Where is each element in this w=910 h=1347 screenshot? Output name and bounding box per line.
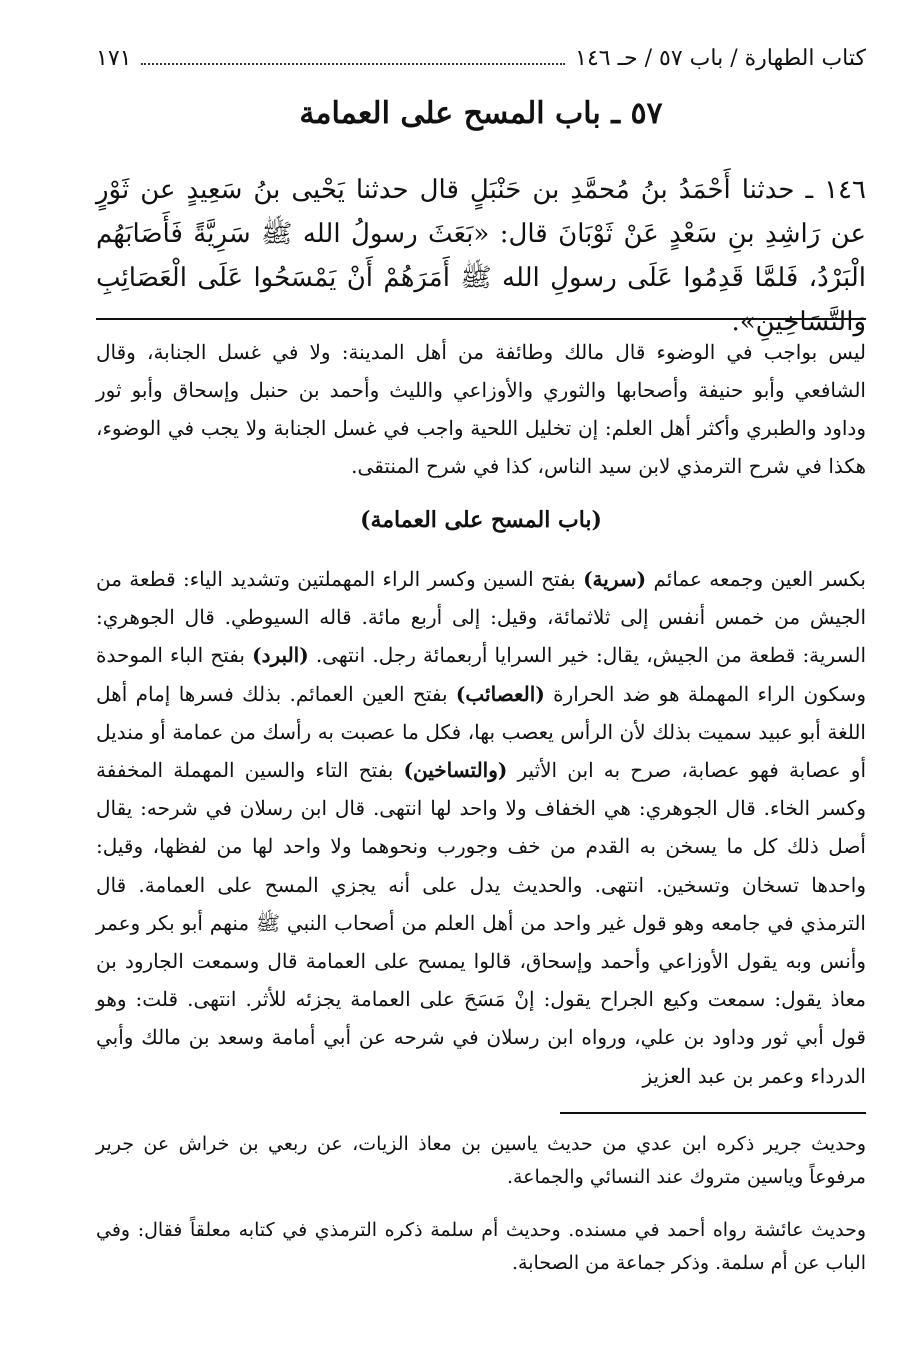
commentary-text: بفتح الباء الموحدة وسكون الراء المهملة هو ضد الحرارة bbox=[96, 643, 867, 706]
page-header bbox=[96, 38, 866, 78]
hadith-text: ١٤٦ ـ حدثنا أَحْمَدُ بنُ مُحمَّدِ بن حَنْبَلٍ قال حدثنا يَحْيى بنُ سَعِيدٍ عن ثَوْرٍ عن رَاشِدِ بنِ سَعْدٍ عَنْ ثَوْبَانَ قال: «بَعَثَ رسولُ الله ﷺ سَرِيَّةً فَأَصَابَهُم الْبَرْدُ، فَلمَّا قَدِمُوا عَلَى رسولِ الله ﷺ أَمَرَهُمْ أَنْ يَمْسَحُوا عَلَى الْعَصَائِبِ وَالتَّسَاخِينِ». bbox=[96, 175, 866, 337]
term-sariyya: (سرية) bbox=[583, 567, 647, 591]
page-number: ١٧١ bbox=[96, 45, 132, 71]
commentary-paragraph bbox=[96, 560, 866, 1095]
running-title: كتاب الطهارة / باب ٥٧ / حـ ١٤٦ bbox=[575, 45, 866, 71]
commentary-continuation: ليس بواجب في الوضوء قال مالك وطائفة من أهل المدينة: ولا في غسل الجنابة، وقال الشافعي وأبو حنيفة وأصحابها والثوري والأوزاعي والليث وأحمد بن حنبل وإسحاق وأبو ثور وداود والطبري وأكثر أهل العلم: إن تخليل اللحية واجب في غسل الجنابة ولا يجب في الوضوء، هكذا في شرح الترمذي لابن سيد الناس، كذا في شرح المنتقى. bbox=[96, 340, 866, 478]
footnote: وحديث عائشة رواه أحمد في مسنده. وحديث أم سلمة ذكره الترمذي في كتابه معلقاً فقال: وفي الباب عن أم سلمة. وذكر جماعة من الصحابة. bbox=[96, 1219, 866, 1274]
chapter-title: ٥٧ ـ باب المسح على العمامة bbox=[299, 96, 663, 131]
commentary-text: بفتح العين العمائم. بذلك فسرها إمام أهل اللغة أبو عبيد سميت بذلك لأن الرأس يعصب بها، فكل ما عصبت به رأسك من عمامة أو منديل أو عصابة فهو عصابة، صرح به ابن الأثير bbox=[96, 681, 866, 783]
section-heading: (باب المسح على العمامة) bbox=[360, 507, 602, 533]
term-tasakhin: (والتساخين) bbox=[403, 758, 508, 783]
commentary-text: بفتح السين وكسر الراء المهملتين وتشديد الياء: قطعة من الجيش من خمس أنفس إلى ثلاثمائة، وقيل: إلى أربع مائة. قاله السيوطي. قال الجوهري: السرية: قطعة من الجيش، يقال: خير السرايا أربعمائة رجل. انتهى. bbox=[96, 567, 866, 668]
footnote-separator-rule bbox=[560, 1112, 866, 1114]
commentary-text: بكسر العين وجمعه عمائم bbox=[646, 567, 866, 591]
footnotes bbox=[96, 1128, 866, 1300]
term-asaib: (العصائب) bbox=[455, 681, 545, 706]
term-bard: (البرد) bbox=[252, 643, 309, 668]
commentary-text: بفتح التاء والسين المهملة المخففة وكسر الخاء. قال الجوهري: هي الخفاف ولا واحد لها انتهى. قال ابن رسلان في شرحه: يقال أصل ذلك كل ما يسخن به القدم من خف وجورب ونحوهما ولا واحد لها من لفظها، وقيل: واحدها تسخان وتسخين. انتهى. والحديث يدل على أنه يجزي المسح على العمامة. قال الترمذي في جامعه وهو قول غير واحد من أهل العلم من أصحاب النبي ﷺ منهم أبو بكر وعمر وأنس وبه يقول الأوزاعي وأحمد وإسحاق، قالوا يمسح على العمامة قال وسمعت الجارود بن معاذ يقول: سمعت وكيع الجراح يقول: إنْ مَسَحَ على العمامة يجزئه للأثر. انتهى. قلت: وهو قول أبي ثور وداود بن علي، ورواه ابن رسلان في شرحه عن أبي أمامة وسعد بن مالك وأبي الدرداء وعمر بن عبد العزيز bbox=[96, 758, 866, 1088]
text-separator-rule bbox=[96, 318, 866, 320]
footnote: وحديث جرير ذكره ابن عدي من حديث ياسين بن معاذ الزيات، عن ربعي بن خراش عن جرير مرفوعاً وياسين متروك عند النسائي والجماعة. bbox=[96, 1133, 866, 1188]
header-dot-leader bbox=[141, 62, 565, 65]
